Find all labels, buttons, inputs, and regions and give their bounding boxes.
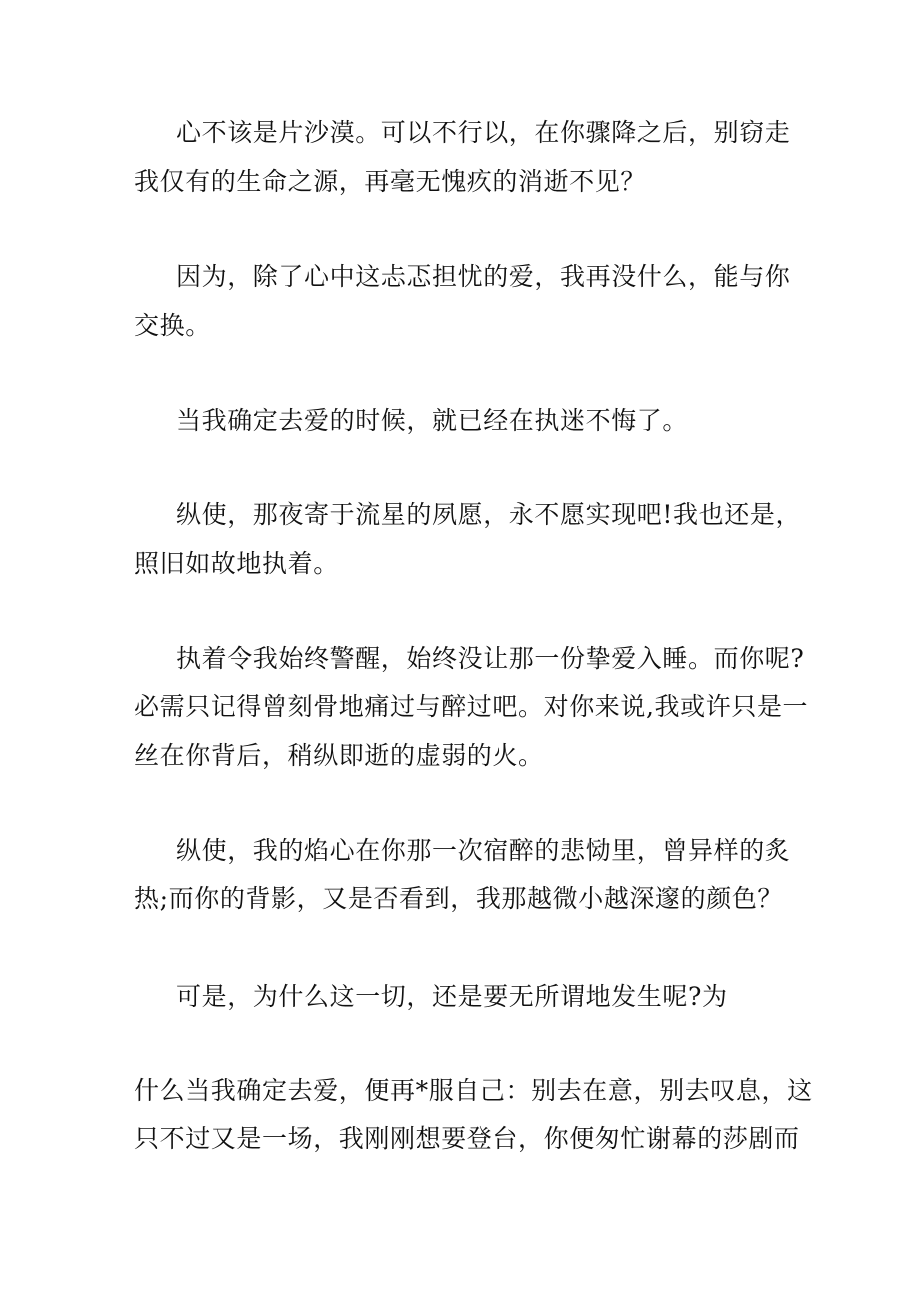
paragraph-5-line-1: 执着令我始终警醒，始终没让那一份挚爱入睡。而你呢? [176, 644, 805, 673]
paragraph-8-line-1: 什么当我确定去爱，便再*服自己：别去在意，别去叹息，这 [134, 1076, 813, 1105]
paragraph-6-line-1: 纵使，我的焰心在你那一次宿醉的悲恸里，曾异样的炙 [176, 836, 791, 865]
paragraph-2-line-2: 交换。 [134, 311, 211, 340]
paragraph-1-line-1: 心不该是片沙漠。可以不行以，在你骤降之后，别窃走 [176, 118, 791, 147]
paragraph-6-line-2: 热;而你的背影，又是否看到，我那越微小越深邃的颜色？ [134, 884, 784, 913]
paragraph-4-line-1: 纵使，那夜寄于流星的夙愿，永不愿实现吧!我也还是， [176, 500, 802, 529]
paragraph-2-line-1: 因为，除了心中这忐忑担忧的爱，我再没什么，能与你 [176, 262, 791, 291]
paragraph-7-line-1: 可是，为什么这一切，还是要无所谓地发生呢?为 [176, 982, 728, 1011]
paragraph-5-line-3: 丝在你背后，稍纵即逝的虚弱的火。 [134, 741, 544, 770]
paragraph-8-line-2: 只不过又是一场，我刚刚想要登台，你便匆忙谢幕的莎剧而 [134, 1124, 800, 1153]
paragraph-3-line-1: 当我确定去爱的时候，就已经在执迷不悔了。 [176, 406, 689, 435]
paragraph-5-line-2: 必需只记得曾刻骨地痛过与醉过吧。对你来说,我或许只是一 [134, 692, 809, 721]
paragraph-4-line-2: 照旧如故地执着。 [134, 549, 339, 578]
paragraph-1-line-2: 我仅有的生命之源，再毫无愧疚的消逝不见？ [134, 167, 647, 196]
